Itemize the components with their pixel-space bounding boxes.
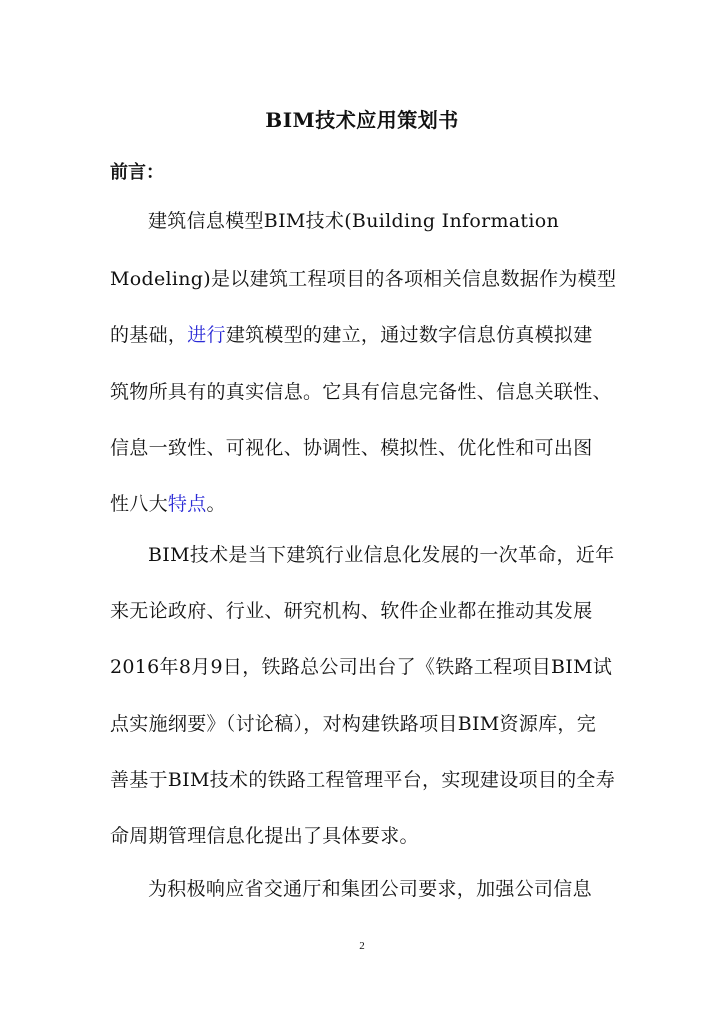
page-number: 2: [359, 940, 365, 952]
paragraph-line: 2016年8月9日，铁路总公司出台了《铁路工程项目BIM试: [110, 656, 613, 678]
paragraph-line: [110, 489, 226, 516]
paragraph-line: 信息一致性、可视化、协调性、模拟性、优化性和可出图: [110, 437, 593, 459]
paragraph-line: 筑物所具有的真实信息。它具有信息完备性、信息关联性、: [110, 381, 612, 403]
paragraph-line: Modeling)是以建筑工程项目的各项相关信息数据作为模型: [110, 268, 617, 290]
paragraph-line: 善基于BIM技术的铁路工程管理平台，实现建设项目的全寿: [110, 769, 616, 791]
keyword-link[interactable]: 特点: [167, 493, 207, 515]
preface-heading: 前言：: [110, 162, 164, 183]
paragraph-line: [110, 320, 593, 347]
paragraph-text: 。: [206, 493, 226, 515]
paragraph-text: 建筑模型的建立，通过数字信息仿真模拟建: [225, 324, 593, 346]
document-title: BIM技术应用策划书: [265, 108, 459, 132]
keyword-link[interactable]: 进行: [187, 324, 226, 346]
paragraph-text: 的基础，: [110, 324, 188, 346]
paragraph-line: BIM技术是当下建筑行业信息化发展的一次革命，近年: [148, 544, 615, 566]
paragraph-text: 性八大: [110, 493, 168, 515]
paragraph-line: 命周期管理信息化提出了具体要求。: [110, 825, 419, 847]
paragraph-line: 点实施纲要》（讨论稿），对构建铁路项目BIM资源库，完: [110, 713, 597, 735]
paragraph-line: 来无论政府、行业、研究机构、软件企业都在推动其发展: [110, 600, 593, 622]
paragraph-line: 为积极响应省交通厅和集团公司要求，加强公司信息: [148, 878, 592, 900]
paragraph-line: 建筑信息模型BIM技术(Building Information: [148, 210, 559, 232]
